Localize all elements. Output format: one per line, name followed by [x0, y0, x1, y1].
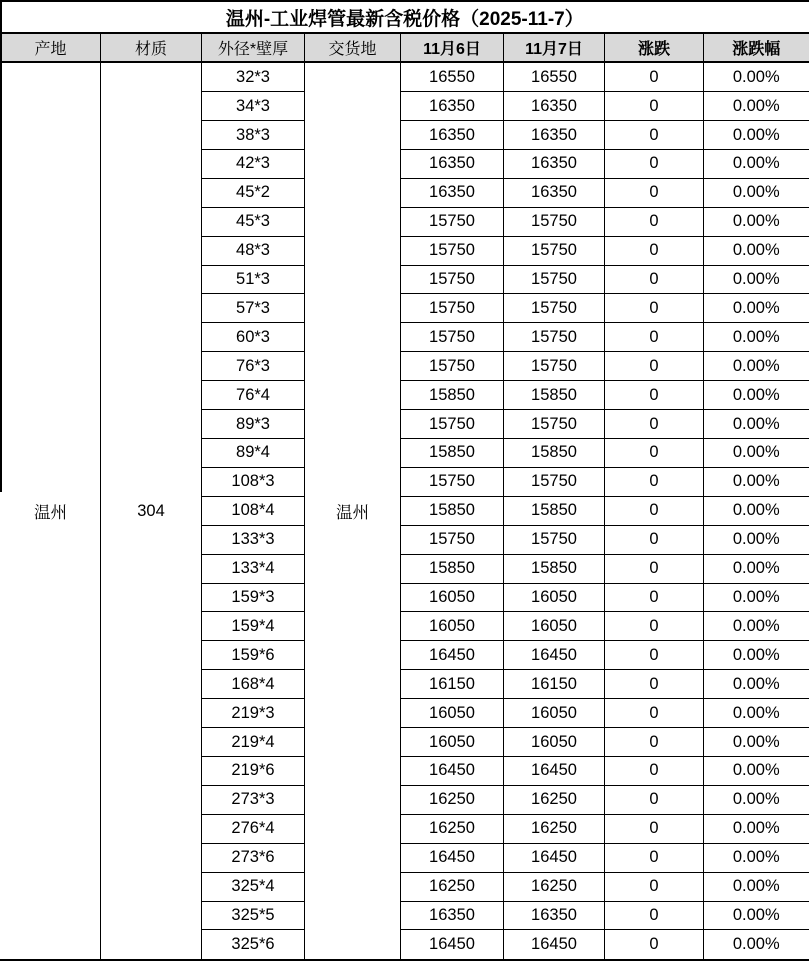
spec-cell: 76*4 — [202, 381, 305, 410]
price-1107-cell: 16350 — [504, 178, 605, 207]
spec-cell: 219*3 — [202, 699, 305, 728]
price-1107-cell: 15750 — [504, 467, 605, 496]
spec-cell: 51*3 — [202, 265, 305, 294]
spec-cell: 273*6 — [202, 843, 305, 872]
price-1107-cell: 15750 — [504, 236, 605, 265]
price-1106-cell: 16550 — [401, 62, 504, 92]
price-1106-cell: 15750 — [401, 265, 504, 294]
change-pct-cell: 0.00% — [704, 92, 809, 121]
change-pct-cell: 0.00% — [704, 178, 809, 207]
change-pct-cell: 0.00% — [704, 670, 809, 699]
change-pct-cell: 0.00% — [704, 207, 809, 236]
spec-cell: 57*3 — [202, 294, 305, 323]
column-header-origin: 产地 — [1, 33, 101, 62]
change-cell: 0 — [605, 121, 704, 150]
change-pct-cell: 0.00% — [704, 554, 809, 583]
price-1106-cell: 16450 — [401, 756, 504, 785]
price-1107-cell: 16450 — [504, 756, 605, 785]
price-1106-cell: 15850 — [401, 381, 504, 410]
change-cell: 0 — [605, 930, 704, 960]
column-header-delivery: 交货地 — [305, 33, 401, 62]
price-1106-cell: 16450 — [401, 843, 504, 872]
change-pct-cell: 0.00% — [704, 583, 809, 612]
change-pct-cell: 0.00% — [704, 410, 809, 439]
price-1107-cell: 15850 — [504, 554, 605, 583]
change-cell: 0 — [605, 323, 704, 352]
price-1107-cell: 15750 — [504, 323, 605, 352]
spec-cell: 276*4 — [202, 814, 305, 843]
price-1107-cell: 16350 — [504, 901, 605, 930]
origin-cell: 温州 — [1, 62, 101, 960]
price-1107-cell: 16450 — [504, 641, 605, 670]
price-1106-cell: 16250 — [401, 785, 504, 814]
change-cell: 0 — [605, 843, 704, 872]
price-1107-cell: 16450 — [504, 930, 605, 960]
price-1107-cell: 16350 — [504, 149, 605, 178]
change-cell: 0 — [605, 410, 704, 439]
change-cell: 0 — [605, 439, 704, 468]
change-pct-cell: 0.00% — [704, 612, 809, 641]
change-cell: 0 — [605, 785, 704, 814]
spec-cell: 219*6 — [202, 756, 305, 785]
price-1107-cell: 16250 — [504, 785, 605, 814]
price-1106-cell: 16350 — [401, 121, 504, 150]
spec-cell: 133*3 — [202, 525, 305, 554]
price-1106-cell: 16250 — [401, 814, 504, 843]
delivery-cell: 温州 — [305, 62, 401, 960]
change-cell: 0 — [605, 641, 704, 670]
spec-cell: 168*4 — [202, 670, 305, 699]
price-1106-cell: 16350 — [401, 149, 504, 178]
spec-cell: 159*6 — [202, 641, 305, 670]
change-pct-cell: 0.00% — [704, 785, 809, 814]
price-1106-cell: 15750 — [401, 352, 504, 381]
price-1106-cell: 16450 — [401, 641, 504, 670]
change-cell: 0 — [605, 352, 704, 381]
price-1106-cell: 16050 — [401, 699, 504, 728]
spec-cell: 159*4 — [202, 612, 305, 641]
change-pct-cell: 0.00% — [704, 294, 809, 323]
change-cell: 0 — [605, 207, 704, 236]
change-cell: 0 — [605, 149, 704, 178]
price-1107-cell: 15750 — [504, 525, 605, 554]
change-pct-cell: 0.00% — [704, 525, 809, 554]
price-1106-cell: 15850 — [401, 496, 504, 525]
table-row — [1, 62, 809, 92]
change-cell: 0 — [605, 236, 704, 265]
change-cell: 0 — [605, 554, 704, 583]
change-pct-cell: 0.00% — [704, 265, 809, 294]
spec-cell: 42*3 — [202, 149, 305, 178]
spec-cell: 45*3 — [202, 207, 305, 236]
price-1107-cell: 16250 — [504, 814, 605, 843]
price-1106-cell: 15850 — [401, 439, 504, 468]
material-cell: 304 — [101, 62, 202, 960]
change-cell: 0 — [605, 728, 704, 757]
spec-cell: 76*3 — [202, 352, 305, 381]
change-pct-cell: 0.00% — [704, 814, 809, 843]
table-title: 温州-工业焊管最新含税价格（2025-11-7） — [1, 1, 809, 33]
price-1106-cell: 16350 — [401, 901, 504, 930]
change-pct-cell: 0.00% — [704, 352, 809, 381]
price-1107-cell: 15750 — [504, 410, 605, 439]
price-1107-cell: 16450 — [504, 843, 605, 872]
change-pct-cell: 0.00% — [704, 62, 809, 92]
price-1107-cell: 16350 — [504, 121, 605, 150]
price-1106-cell: 16050 — [401, 583, 504, 612]
change-pct-cell: 0.00% — [704, 381, 809, 410]
change-cell: 0 — [605, 294, 704, 323]
change-pct-cell: 0.00% — [704, 236, 809, 265]
price-1107-cell: 16250 — [504, 872, 605, 901]
change-cell: 0 — [605, 612, 704, 641]
price-1107-cell: 15850 — [504, 439, 605, 468]
price-1106-cell: 15850 — [401, 554, 504, 583]
spec-cell: 325*5 — [202, 901, 305, 930]
column-header-change: 涨跌 — [605, 33, 704, 62]
spec-cell: 159*3 — [202, 583, 305, 612]
spec-cell: 34*3 — [202, 92, 305, 121]
change-pct-cell: 0.00% — [704, 439, 809, 468]
spec-cell: 89*3 — [202, 410, 305, 439]
price-1107-cell: 16350 — [504, 92, 605, 121]
change-pct-cell: 0.00% — [704, 149, 809, 178]
change-pct-cell: 0.00% — [704, 496, 809, 525]
spec-cell: 108*4 — [202, 496, 305, 525]
change-cell: 0 — [605, 583, 704, 612]
change-cell: 0 — [605, 92, 704, 121]
price-1107-cell: 16550 — [504, 62, 605, 92]
change-pct-cell: 0.00% — [704, 728, 809, 757]
spec-cell: 89*4 — [202, 439, 305, 468]
spec-cell: 32*3 — [202, 62, 305, 92]
spec-cell: 38*3 — [202, 121, 305, 150]
change-cell: 0 — [605, 901, 704, 930]
change-pct-cell: 0.00% — [704, 843, 809, 872]
price-1106-cell: 16350 — [401, 92, 504, 121]
change-pct-cell: 0.00% — [704, 121, 809, 150]
price-1107-cell: 16050 — [504, 699, 605, 728]
header-row — [1, 33, 809, 62]
price-1106-cell: 15750 — [401, 294, 504, 323]
change-cell: 0 — [605, 381, 704, 410]
change-pct-cell: 0.00% — [704, 901, 809, 930]
price-1107-cell: 15850 — [504, 381, 605, 410]
price-1107-cell: 15750 — [504, 207, 605, 236]
price-1106-cell: 16350 — [401, 178, 504, 207]
price-1106-cell: 15750 — [401, 207, 504, 236]
price-1106-cell: 16450 — [401, 930, 504, 960]
change-cell: 0 — [605, 699, 704, 728]
price-1107-cell: 16150 — [504, 670, 605, 699]
left-outer-border — [0, 0, 2, 492]
spec-cell: 219*4 — [202, 728, 305, 757]
change-pct-cell: 0.00% — [704, 323, 809, 352]
price-1107-cell: 16050 — [504, 612, 605, 641]
price-1106-cell: 16050 — [401, 612, 504, 641]
price-1107-cell: 16050 — [504, 728, 605, 757]
price-1106-cell: 16150 — [401, 670, 504, 699]
spec-cell: 60*3 — [202, 323, 305, 352]
change-pct-cell: 0.00% — [704, 930, 809, 960]
change-cell: 0 — [605, 670, 704, 699]
spec-cell: 108*3 — [202, 467, 305, 496]
price-1107-cell: 16050 — [504, 583, 605, 612]
title-row — [1, 1, 809, 33]
price-1107-cell: 15750 — [504, 294, 605, 323]
price-1106-cell: 16050 — [401, 728, 504, 757]
column-header-price-1106: 11月6日 — [401, 33, 504, 62]
spec-cell: 45*2 — [202, 178, 305, 207]
change-cell: 0 — [605, 467, 704, 496]
spec-cell: 133*4 — [202, 554, 305, 583]
spec-cell: 48*3 — [202, 236, 305, 265]
change-cell: 0 — [605, 496, 704, 525]
change-pct-cell: 0.00% — [704, 641, 809, 670]
price-1106-cell: 15750 — [401, 323, 504, 352]
price-1107-cell: 15750 — [504, 352, 605, 381]
change-pct-cell: 0.00% — [704, 872, 809, 901]
price-1107-cell: 15750 — [504, 265, 605, 294]
price-1107-cell: 15850 — [504, 496, 605, 525]
price-1106-cell: 15750 — [401, 236, 504, 265]
spec-cell: 325*4 — [202, 872, 305, 901]
change-cell: 0 — [605, 814, 704, 843]
column-header-price-1107: 11月7日 — [504, 33, 605, 62]
change-cell: 0 — [605, 62, 704, 92]
change-pct-cell: 0.00% — [704, 756, 809, 785]
change-pct-cell: 0.00% — [704, 699, 809, 728]
price-1106-cell: 16250 — [401, 872, 504, 901]
column-header-change-pct: 涨跌幅 — [704, 33, 809, 62]
price-1106-cell: 15750 — [401, 410, 504, 439]
change-cell: 0 — [605, 525, 704, 554]
change-cell: 0 — [605, 265, 704, 294]
price-1106-cell: 15750 — [401, 467, 504, 496]
change-cell: 0 — [605, 872, 704, 901]
column-header-spec: 外径*壁厚 — [202, 33, 305, 62]
change-cell: 0 — [605, 178, 704, 207]
column-header-material: 材质 — [101, 33, 202, 62]
change-cell: 0 — [605, 756, 704, 785]
spec-cell: 273*3 — [202, 785, 305, 814]
left-border-gap — [0, 492, 2, 959]
spec-cell: 325*6 — [202, 930, 305, 960]
price-1106-cell: 15750 — [401, 525, 504, 554]
change-pct-cell: 0.00% — [704, 467, 809, 496]
